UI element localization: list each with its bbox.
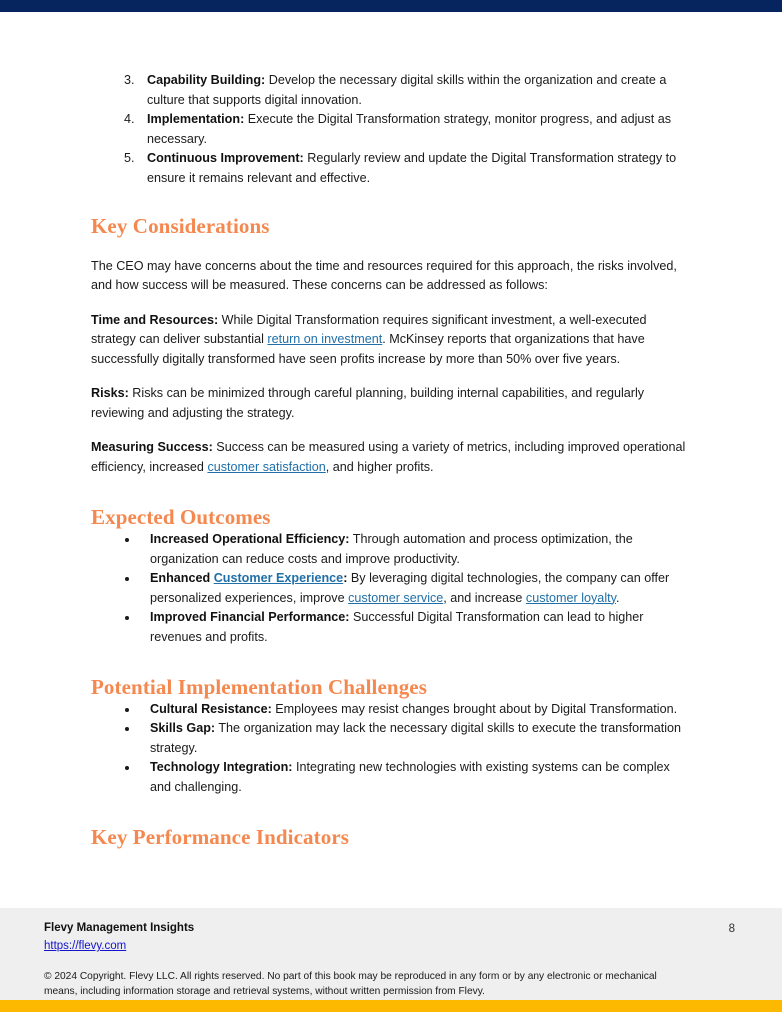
list-item-text: The organization may lack the necessary digital skills to execute the transformation strategy.: [150, 721, 682, 755]
key-considerations-body: [91, 257, 691, 478]
list-item-text: , and increase: [443, 590, 526, 605]
list-item-term: Technology Integration:: [150, 760, 293, 775]
paragraph-time-and-resources: [91, 311, 691, 370]
link-return-on-investment[interactable]: return on investment: [267, 332, 383, 347]
list-item-term: Implementation:: [147, 112, 245, 126]
paragraph-term: Measuring Success:: [91, 440, 213, 455]
list-item-text: Through automation and process optimization, the organization can reduce costs and improve productivity.: [150, 532, 633, 566]
list-item-term-suffix: :: [343, 571, 348, 586]
list-item: [138, 71, 691, 110]
list-item: [139, 569, 691, 608]
paragraph-text-tail: , and higher profits.: [325, 459, 434, 474]
list-item-text: Successful Digital Transformation can lead to higher revenues and profits.: [150, 610, 644, 644]
heading-expected-outcomes: Expected Outcomes: [91, 505, 271, 530]
list-item-term: Increased Operational Efficiency:: [150, 532, 350, 547]
paragraph-measuring-success: [91, 438, 691, 477]
list-item: [139, 530, 691, 569]
paragraph-risks: [91, 384, 691, 423]
paragraph-text: Risks can be minimized through careful planning, building internal capabilities, and regularly reviewing and adjusting the strategy.: [91, 386, 645, 420]
list-item-text: By leveraging digital technologies, the company can offer personalized experiences, improve: [150, 571, 670, 605]
list-item: [139, 608, 691, 647]
list-item-text: Employees may resist changes brought about by Digital Transformation.: [271, 701, 678, 716]
bottom-decorative-band: [0, 1000, 782, 1012]
heading-implementation-challenges: Potential Implementation Challenges: [91, 675, 427, 700]
list-item: [138, 149, 691, 188]
list-item-term: Capability Building:: [147, 73, 266, 87]
footer-website-link[interactable]: https://flevy.com: [44, 940, 127, 952]
paragraph-text: While Digital Transformation requires significant investment, a well-executed strategy can deliver substantial: [91, 312, 647, 347]
expected-outcomes-list: [91, 530, 691, 647]
list-item-term: Cultural Resistance:: [150, 701, 272, 716]
footer-inner: [44, 920, 738, 999]
heading-key-considerations: Key Considerations: [91, 214, 270, 238]
list-item-text: .: [615, 590, 620, 605]
list-item: [139, 758, 691, 797]
page-content: [91, 71, 691, 850]
top-decorative-band: [0, 0, 782, 12]
paragraph-text: Success can be measured using a variety of metrics, including improved operational efficiency, increased: [91, 440, 686, 474]
implementation-challenges-list: [91, 700, 691, 798]
list-item: [138, 110, 691, 149]
paragraph-text-tail: . McKinsey reports that organizations that have successfully digitally transformed have seen profits increase by more than 50% over five years.: [91, 332, 645, 366]
document-page: [0, 12, 782, 908]
heading-key-performance-indicators: Key Performance Indicators: [91, 825, 350, 850]
list-item-term: Skills Gap:: [150, 721, 216, 736]
list-item-term: Continuous Improvement:: [147, 151, 304, 165]
list-item-text: Execute the Digital Transformation strategy, monitor progress, and adjust as necessary.: [147, 112, 672, 146]
list-item: [139, 719, 691, 758]
list-item-term: Improved Financial Performance:: [150, 610, 350, 625]
link-customer-service[interactable]: customer service: [348, 590, 444, 605]
list-item-term-prefix: Enhanced: [150, 571, 214, 586]
list-item-text: Develop the necessary digital skills within the organization and create a culture that supports digital innovation.: [147, 73, 667, 107]
key-considerations-intro: The CEO may have concerns about the time and resources required for this approach, the risks involved, and how success will be measured. These concerns can be addressed as follows:: [91, 258, 677, 293]
numbered-list-continued: [91, 71, 691, 188]
link-customer-satisfaction[interactable]: customer satisfaction: [207, 459, 326, 474]
list-item-text: Integrating new technologies with existing systems can be complex and challenging.: [150, 760, 670, 794]
list-item-text: Regularly review and update the Digital Transformation strategy to ensure it remains relevant and effective.: [147, 151, 677, 185]
list-item: [139, 700, 691, 720]
page-footer: [0, 908, 782, 1000]
link-customer-experience[interactable]: Customer Experience: [213, 571, 344, 586]
paragraph-term: Risks:: [91, 386, 129, 401]
footer-brand-row: [44, 920, 738, 954]
footer-brand-name: Flevy Management Insights: [44, 922, 195, 934]
page-number: 8: [728, 923, 735, 935]
link-customer-loyalty[interactable]: customer loyalty: [525, 590, 616, 605]
footer-copyright-text: © 2024 Copyright. Flevy LLC. All rights reserved. No part of this book may be reproduced in any form or by any electronic or mechanical means, including information storage and retrieval systems, without written permission from Flevy.: [44, 971, 657, 997]
paragraph-term: Time and Resources:: [91, 312, 219, 327]
